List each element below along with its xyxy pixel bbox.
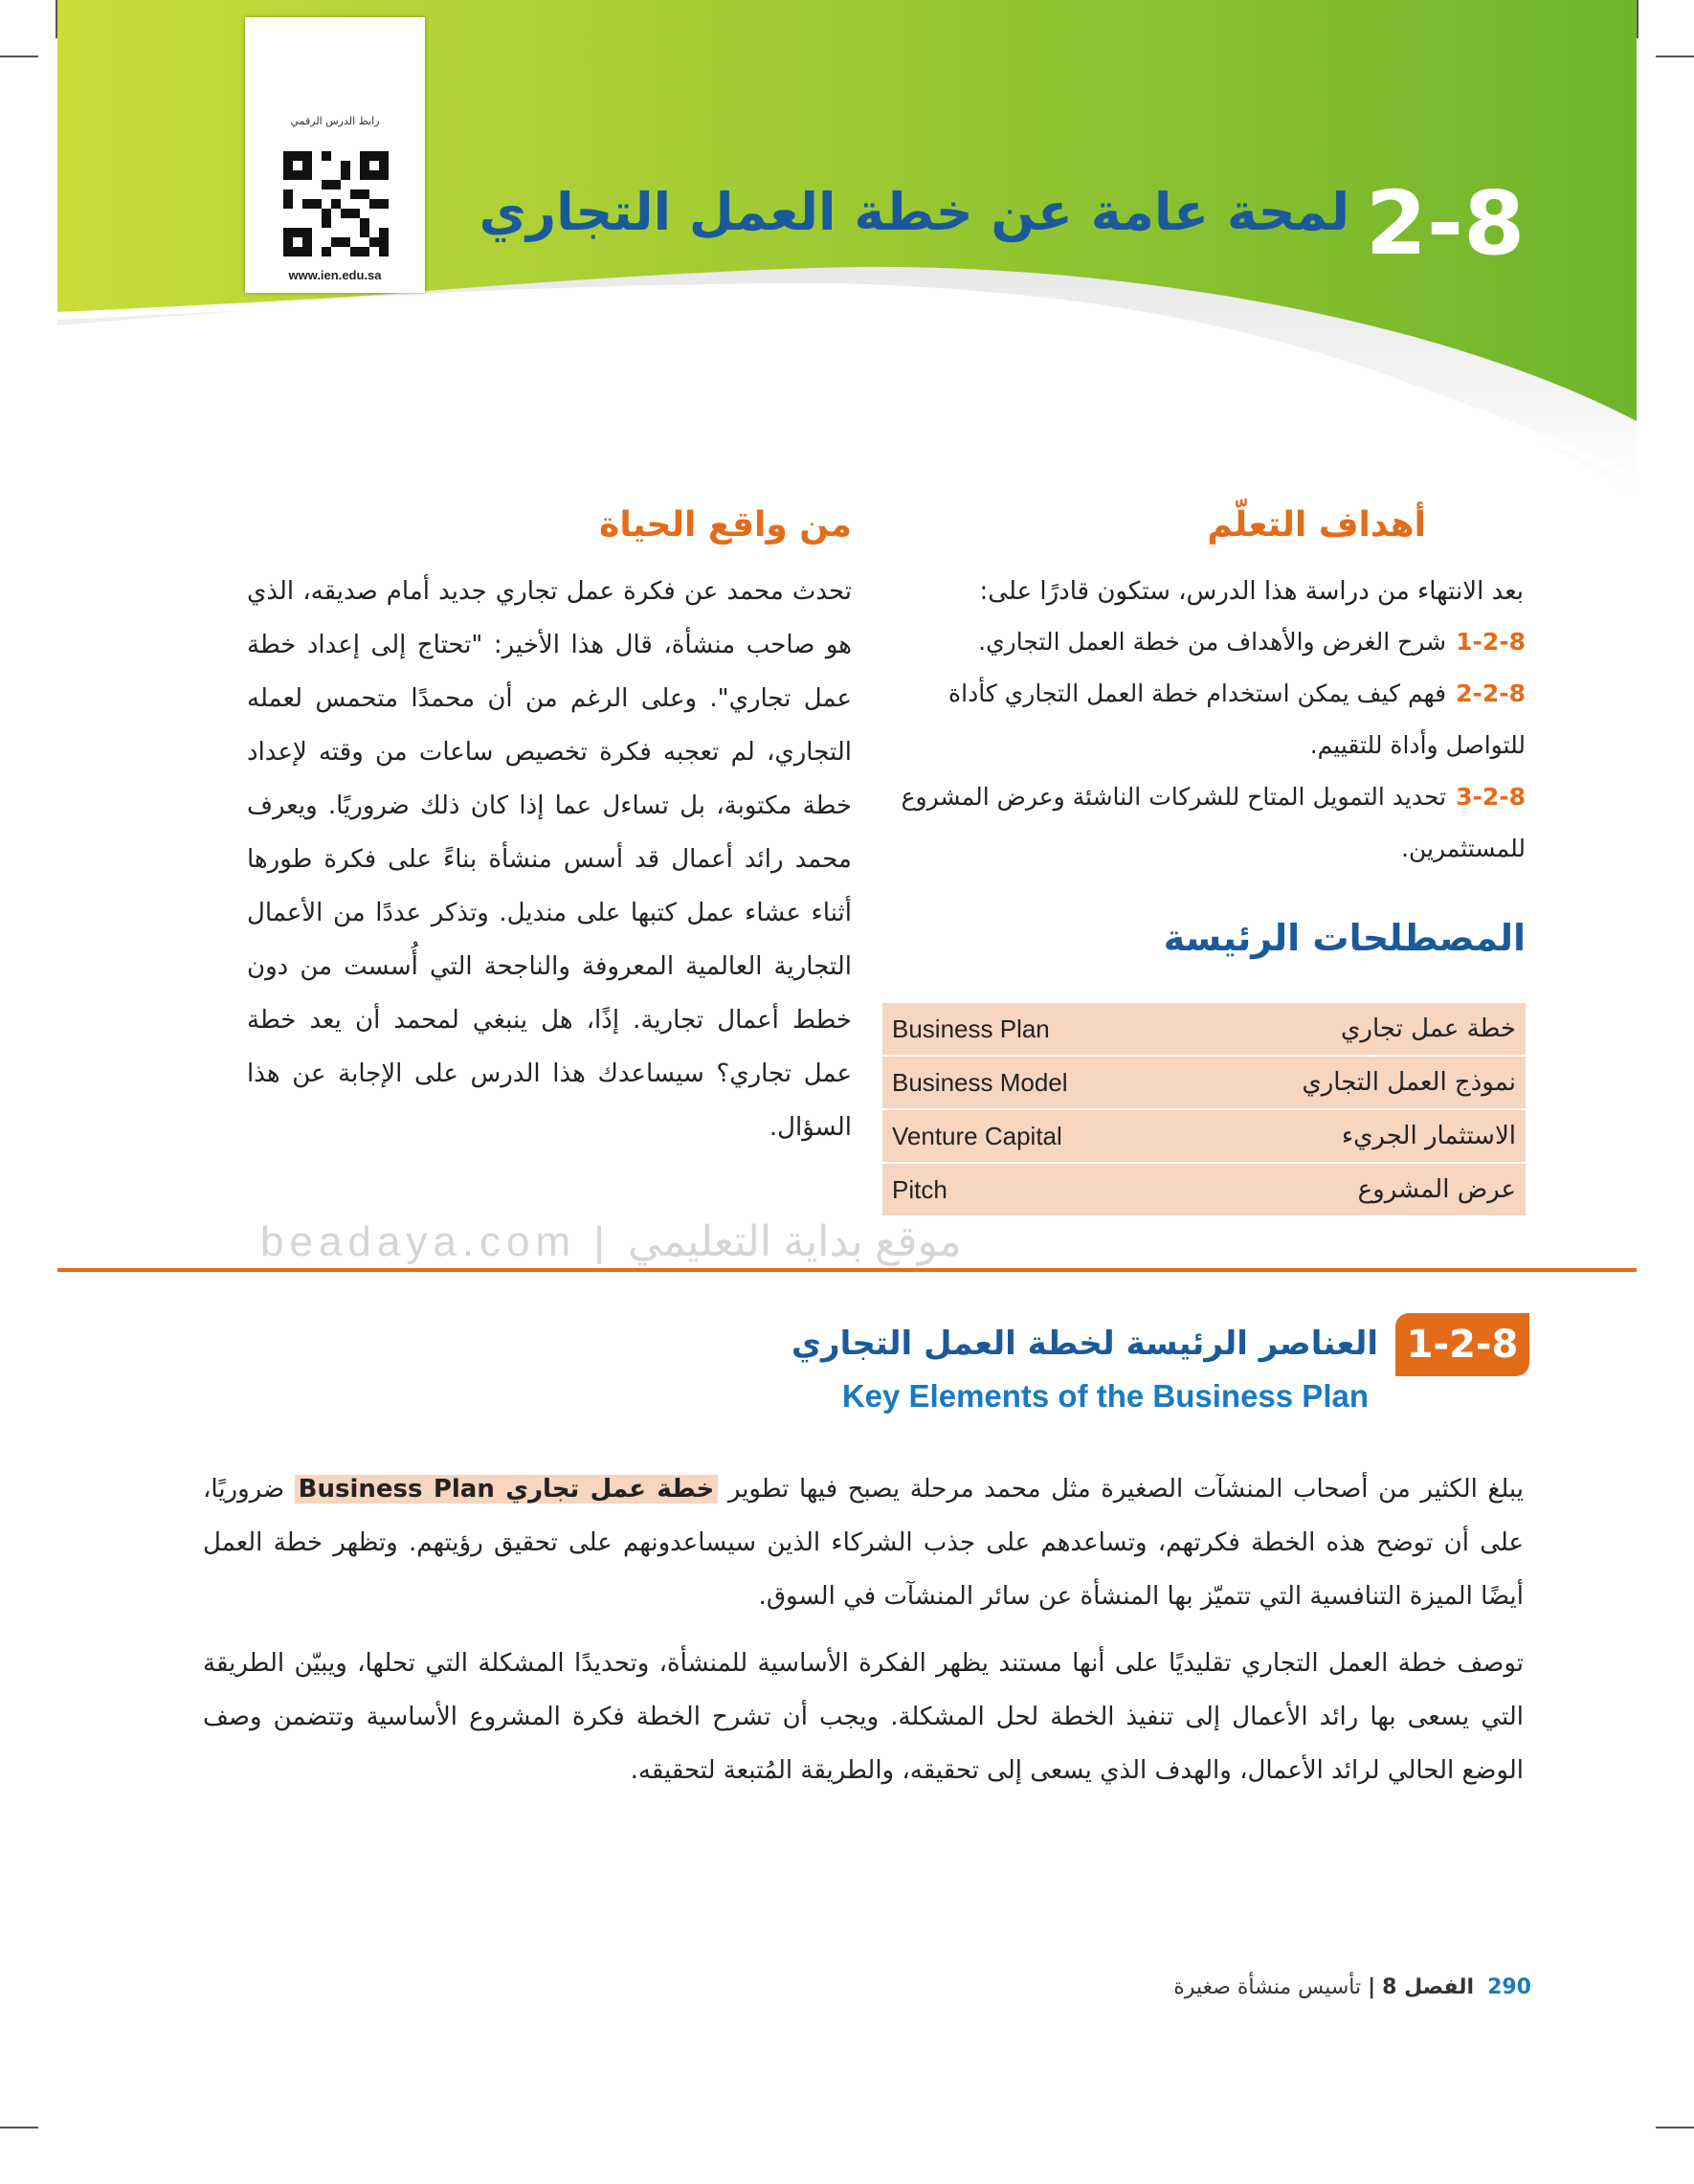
crop-mark [0, 2127, 38, 2128]
business-plan-highlight: خطة عمل تجاري Business Plan [295, 1475, 719, 1504]
goals-list [861, 616, 1526, 875]
section-paragraph-2: توصف خطة العمل التجاري تقليديًا على أنها مستند يظهر الفكرة الأساسية للمنشأة، وتحديدًا المشكلة التي تحلها، ويبيّن الطريقة التي يسعى بها رائد الأعمال إلى تنفيذ الخطة لحل المشكلة. ويجب أن تشرح الخطة فكرة المشروع الأساسية وتتضمن وصف الوضع الحالي لرائد الأعمال، والهدف الذي يسعى إلى تحقيقه، والطريقة المُتبعة لتحقيقه. [203, 1649, 1524, 1785]
terms-heading: المصطلحات الرئيسة [1163, 917, 1526, 959]
term-en: Business Plan [882, 1003, 1175, 1056]
terms-row [882, 1003, 1526, 1056]
terms-row [882, 1109, 1526, 1163]
goals-heading: أهداف التعلّم [1207, 505, 1426, 545]
term-ar: عرض المشروع [1175, 1163, 1526, 1216]
real-life-heading: من واقع الحياة [599, 505, 852, 545]
goal-item [861, 668, 1526, 771]
lesson-title: لمحة عامة عن خطة العمل التجاري [479, 182, 1349, 242]
section-title-ar: العناصر الرئيسة لخطة العمل التجاري [791, 1325, 1378, 1363]
goal-number: 2-2-8 [1456, 680, 1526, 707]
section-paragraph-1 [203, 1462, 1524, 1623]
goals-intro: بعد الانتهاء من دراسة هذا الدرس، ستكون قادرًا على: [979, 577, 1524, 606]
term-en: Pitch [882, 1163, 1175, 1216]
watermark: beadaya.com | موقع بداية التعليمي [260, 1218, 962, 1265]
section-divider [57, 1268, 1637, 1272]
term-ar: الاستثمار الجريء [1175, 1109, 1526, 1163]
qr-url[interactable]: www.ien.edu.sa [288, 268, 382, 282]
real-life-text: تحدث محمد عن فكرة عمل تجاري جديد أمام صديقه، الذي هو صاحب منشأة، قال هذا الأخير: "تحتاج إلى إعداد خطة عمل تجاري". وعلى الرغم من أن محمدًا متحمس لعمله التجاري، لم تعجبه فكرة تخصيص ساعات من وقته لإعداد خطة مكتوبة، بل تساءل عما إذا كان ذلك ضروريًا. ويعرف محمد رائد أعمال قد أسس منشأة بناءً على فكرة طورها أثناء عشاء عمل كتبها على منديل. وتذكر عددًا من الأعمال التجارية العالمية المعروفة والناجحة التي أُسست من دون خطط أعمال تجارية. إذًا، هل ينبغي لمحمد أن يعد خطة عمل تجاري؟ سيساعدك هذا الدرس على الإجابة عن هذا السؤال. [247, 577, 852, 1142]
goal-number: 1-2-8 [1456, 628, 1526, 656]
term-en: Venture Capital [882, 1109, 1175, 1163]
chapter-title: تأسيس منشأة صغيرة [1173, 1975, 1362, 1999]
terms-row [882, 1056, 1526, 1109]
footer-separator: | [1368, 1975, 1376, 1999]
p1-after: ضروريًا، على أن توضح هذه الخطة فكرتهم، وتساعدهم على جذب الشركاء الذين سيساعدونهم على تحقيق رؤيتهم. وتظهر خطة العمل أيضًا الميزة التنافسية التي تتميّز بها المنشأة عن سائر المنشآت في السوق. [203, 1475, 1524, 1611]
goal-text: شرح الغرض والأهداف من خطة العمل التجاري. [978, 628, 1447, 656]
term-ar: نموذج العمل التجاري [1175, 1056, 1526, 1109]
page-footer [957, 1975, 1531, 1999]
section-title-en: Key Elements of the Business Plan [841, 1378, 1369, 1414]
goal-text: فهم كيف يمكن استخدام خطة العمل التجاري كأداة للتواصل وأداة للتقييم. [948, 680, 1526, 759]
goal-item [861, 616, 1526, 668]
goal-text: تحديد التمويل المتاح للشركات الناشئة وعرض المشروع للمستثمرين. [901, 783, 1526, 862]
section-number-badge: 1-2-8 [1395, 1313, 1529, 1376]
qr-code-icon[interactable] [283, 151, 389, 256]
qr-label: رابط الدرس الرقمي [290, 115, 380, 127]
term-ar: خطة عمل تجاري [1175, 1003, 1526, 1056]
p1-before: يبلغ الكثير من أصحاب المنشآت الصغيرة مثل محمد مرحلة يصبح فيها تطوير [727, 1475, 1525, 1504]
chapter-number: الفصل 8 [1382, 1975, 1475, 1999]
qr-card[interactable] [245, 17, 425, 293]
term-en: Business Model [882, 1056, 1175, 1109]
terms-table [882, 1003, 1526, 1217]
goal-item [861, 771, 1526, 875]
terms-row [882, 1163, 1526, 1216]
goal-number: 3-2-8 [1456, 783, 1526, 811]
page-number: 290 [1487, 1975, 1531, 1999]
crop-mark [1656, 2127, 1694, 2128]
lesson-number: 2-8 [1365, 172, 1526, 275]
